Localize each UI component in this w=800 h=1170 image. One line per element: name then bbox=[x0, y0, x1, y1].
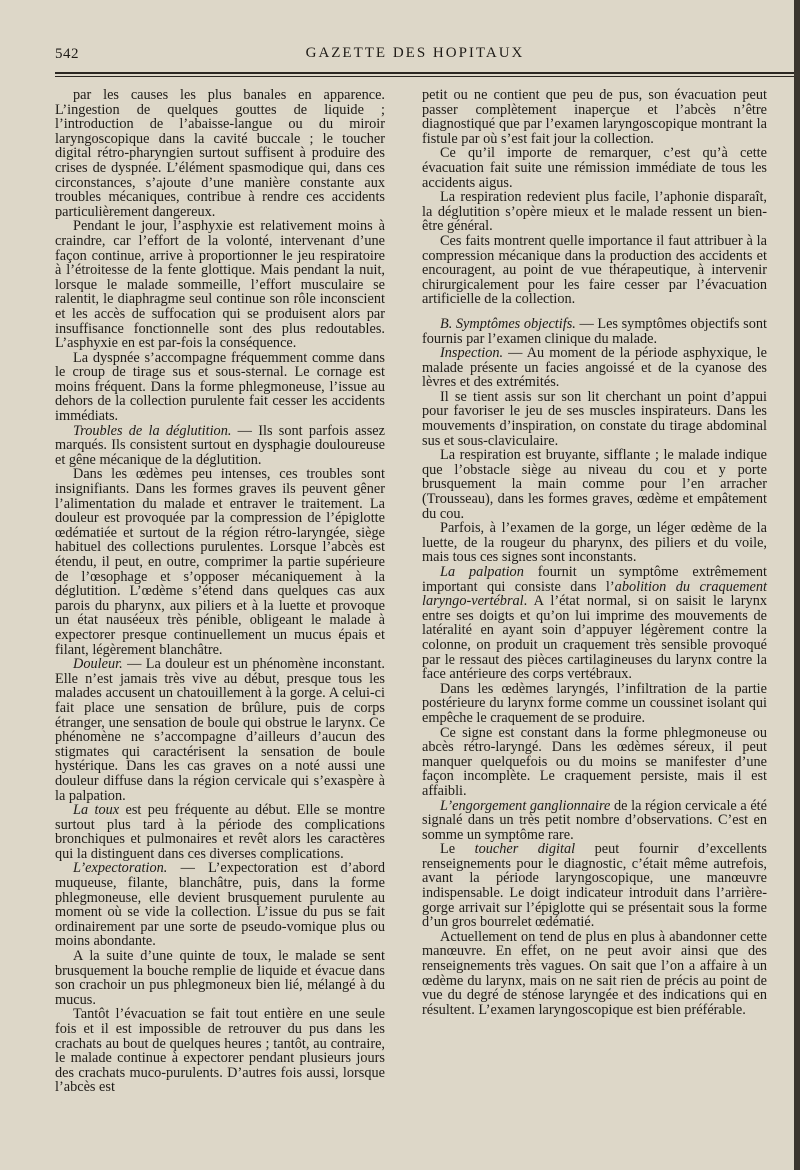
header-rule-thick bbox=[55, 72, 795, 74]
page-header bbox=[55, 40, 775, 66]
paragraph bbox=[422, 346, 767, 390]
paragraph bbox=[422, 190, 767, 234]
paragraph bbox=[55, 467, 385, 657]
paragraph-text: Dans les œdèmes laryngés, l’infiltration de la partie postérieure du larynx forme comme un coussinet isolant qui empêche le craquement de se produire. bbox=[422, 680, 767, 726]
paragraph-text: Parfois, à l’examen de la gorge, un léger œdème de la luette, de la rougeur du pharynx, des piliers et du voile, mais tous ces signes sont inconstants. bbox=[422, 520, 767, 566]
paragraph bbox=[422, 565, 767, 682]
page-number: 542 bbox=[55, 46, 79, 62]
paragraph bbox=[55, 88, 385, 219]
paragraph-text: Dans les œdèmes peu intenses, ces troubles sont insignifiants. Dans les formes graves ils peuvent gêner l’alimentation du malade et entraver le traitement. La douleur est provoquée par la compression de l’épiglotte œdématiée et surtout de la région rétro-laryngée, siège habituel des collections purulentes. Lorsque l’abcès est étendu, il peut, en outre, comprimer la partie supérieure de l’œsophage et s’opposer mécaniquement à la déglutition. L’œdème s’étend dans quelques cas aux parois du pharynx, aux piliers et à la luette et provoque un état nauséeux très pénible, obligeant le malade à expectorer presque continuellement un mucus épais et filant, légèrement blanchâtre. bbox=[55, 466, 385, 658]
paragraph-text: — La douleur est un phénomène inconstant. Elle n’est jamais très vive au début, presque tous les malades accusent un chatouillement à la gorge. A celui-ci fait place une sensation de brûlure, puis de corps étranger, une sensation de boule qui obstrue le larynx. Ce phénomène ne s’accompagne d’ailleurs d’aucun des stigmates qui caractérisent la sensation de boule hystérique. Dans les cas graves on a noté aussi une douleur diffuse dans la région cervicale qui s’exaspère à la palpation. bbox=[55, 656, 385, 804]
paragraph-lead: Troubles de la déglutition. bbox=[73, 422, 232, 439]
right-column bbox=[422, 88, 767, 1017]
paragraph bbox=[55, 1007, 385, 1095]
paragraph-text: La respiration redevient plus facile, l’aphonie disparaît, la déglutition s’opère mieux et le malade ressent un bien-être général. bbox=[422, 189, 767, 235]
paragraph-text: — Ils sont parfois assez marqués. Ils consistent surtout en dysphagie douloureuse et gêne mécanique de la déglutition. bbox=[55, 422, 385, 468]
paragraph-lead: L’engorgement ganglionnaire bbox=[440, 797, 611, 814]
paragraph-text: Tantôt l’évacuation se fait tout entière en une seule fois et il est impossible de retrouver du pus dans les crachats au bout de quelques heures ; tantôt, au contraire, le malade continue à expectorer pendant plusieurs jours des crachats muco-purulents. D’autres fois aussi, lorsque l’abcès est bbox=[55, 1006, 385, 1096]
paragraph-text: Actuellement on tend de plus en plus à abandonner cette manœuvre. En effet, on ne peut avoir ainsi que des renseignements très vagues. On sait que l’on a affaire à un œdème du larynx, mais on ne sait rien de précis au point de vue du degré de sténose laryngée et des indications qui en résultent. L’examen laryngoscopique est bien préférable. bbox=[422, 928, 767, 1018]
paragraph-lead: L’expectoration. bbox=[73, 860, 168, 877]
paragraph-text: Ce qu’il importe de remarquer, c’est qu’à cette évacuation fait suite une rémission immédiate de tous les accidents aigus. bbox=[422, 145, 767, 191]
running-title: GAZETTE DES HOPITAUX bbox=[305, 45, 525, 61]
paragraph-text: peut fournir d’excellents renseignements pour le diagnostic, c’était même autrefois, avant la période laryngoscopique, une manœuvre indispensable. Le doigt indicateur introduit dans l’arrière-gorge arrivait sur l’épiglotte qui se présentait sous la forme d’un gros bourrelet œdématié. bbox=[422, 841, 768, 931]
paragraph bbox=[55, 219, 385, 350]
paragraph-lead: Inspection. bbox=[440, 345, 504, 362]
paragraph-lead: Douleur. bbox=[73, 656, 123, 673]
paragraph bbox=[422, 88, 767, 146]
paragraph-text: — L’expectoration est d’abord muqueuse, filante, blanchâtre, puis, dans la forme phlegmoneuse, elle devient brusquement purulente au moment où se vide la collection. L’issue du pus se fait ordinairement par une sorte de pseudo-vomique plus ou moins abondante. bbox=[55, 860, 385, 950]
paragraph bbox=[422, 448, 767, 521]
paragraph bbox=[422, 799, 767, 843]
header-rule-thin bbox=[55, 76, 795, 77]
paragraph-lead: La palpation bbox=[440, 564, 524, 580]
italic-phrase: abolition du craquement laryngo-vertébral bbox=[422, 578, 767, 610]
paragraph-text: A la suite d’une quinte de toux, le malade se sent brusquement la bouche remplie de liquide et évacue dans son crachoir un pus phlegmoneux bien lié, mélangé à du mucus. bbox=[55, 948, 385, 1008]
paragraph bbox=[422, 682, 767, 726]
paragraph bbox=[55, 424, 385, 468]
paragraph bbox=[422, 930, 767, 1018]
paragraph bbox=[422, 521, 767, 565]
paragraph-text: Pendant le jour, l’asphyxie est relativement moins à craindre, car l’effort de la volonté, intervenant d’une façon continue, arrive à proportionner le jeu respiratoire à l’étroitesse de la fente glottique. Mais pendant la nuit, lorsque le malade sommeille, l’effort musculaire se ralentit, le diaphragme seul continue son rôle inconscient et les accès de suffocation qui se produisent alors par insuffisance fonctionnelle sont des plus redoutables. L’asphyxie en est par-fois la conséquence. bbox=[55, 218, 385, 352]
paragraph bbox=[422, 842, 767, 930]
paragraph-text: de la région cervicale a été signalé dans un très petit nombre d’observations. C’est en somme un symptôme rare. bbox=[422, 797, 767, 843]
paragraph bbox=[55, 949, 385, 1007]
paragraph-text: La respiration est bruyante, sifflante ; le malade indique que l’obstacle siège au niveau du cou et y porte brusquement la main comme pour l’en arracher (Trousseau), dans les formes graves, œdème et empâtement du cou. bbox=[422, 447, 767, 522]
paragraph bbox=[422, 234, 767, 307]
paragraph-lead: La toux bbox=[73, 802, 120, 819]
paragraph-text: par les causes les plus banales en apparence. L’ingestion de quelques gouttes de liquide ; l’introduction de l’abaisse-langue ou du miroir laryngoscopique dans la cavité buccale ; le toucher digital rétro-pharyngien surtout suffisent à produire des crises de dyspnée. L’élément spasmodique qui, dans ces circonstances, s’ajoute d’une manière constante aux troubles mécaniques, contribue à rendre ces accidents particulièrement dangereux. bbox=[55, 87, 385, 220]
paragraph-text: petit ou ne contient que peu de pus, son évacuation peut passer complètement inaperçue et l’abcès n’être diagnostiqué que par l’examen laryngoscopique montrant la fistule par où s’est fait jour la collection. bbox=[422, 87, 767, 147]
paragraph bbox=[55, 861, 385, 949]
paragraph-text: — Au moment de la période asphyxique, le malade présente un facies angoissé et de la cyanose des lèvres et des extrémités. bbox=[422, 345, 767, 391]
paragraph bbox=[422, 390, 767, 448]
paragraph-lead: B. Symptômes objectifs. bbox=[440, 315, 576, 332]
left-column bbox=[55, 88, 385, 1095]
paragraph-text: Ces faits montrent quelle importance il faut attribuer à la compression mécanique dans la production des accidents et encouragent, au point de vue thérapeutique, à intervenir chirurgicalement pour les faire cesser par l’évacuation artificielle de la collection. bbox=[422, 232, 767, 308]
paragraph bbox=[55, 803, 385, 861]
paragraph-text: — Les symptômes objectifs sont fournis par l’examen clinique du malade. bbox=[422, 315, 767, 347]
paragraph-lead: toucher digital bbox=[474, 841, 576, 858]
paragraph bbox=[55, 657, 385, 803]
paragraph bbox=[422, 317, 767, 346]
paragraph-text: La dyspnée s’accompagne fréquemment comme dans le croup de tirage sus et sous-sternal. Le cornage est moins fréquent. Dans la forme phlegmoneuse, l’issue au dehors de la collection purulente fait cesser les accidents immédiats. bbox=[55, 349, 385, 425]
paragraph bbox=[422, 726, 767, 799]
paragraph-text: fournit un symptôme extrêmement important qui consiste dans l’abolition du craquement laryngo-vertébral. A l’état normal, si on saisit le larynx entre ses doigts et qu’on lui imprime des mouvements de latéralité en ayant soin d’appuyer légèrement contre la colonne, on produit un craquement très sensible provoqué par le ressaut des pièces cartilagineuses du larynx contre la face antérieure des corps vertébraux. bbox=[422, 564, 767, 683]
paragraph-text: Ce signe est constant dans la forme phlegmoneuse ou abcès rétro-laryngé. Dans les œdèmes séreux, il peut manquer quelquefois ou du moins se manifester d’une façon incomplète. Le craquement persiste, mais il est affaibli. bbox=[422, 724, 767, 799]
page-binding-edge bbox=[794, 0, 800, 1170]
paragraph bbox=[422, 146, 767, 190]
paragraph bbox=[55, 351, 385, 424]
paragraph-text: est peu fréquente au début. Elle se montre surtout plus tard à la période des complications bronchiques et pulmonaires et revêt alors les caractères qui la distinguent dans ces diverses complications. bbox=[55, 802, 385, 862]
paragraph-text: Il se tient assis sur son lit cherchant un point d’appui pour favoriser le jeu de ses muscles inspirateurs. Dans les mouvements d’inspiration, on constate du tirage abdominal sus et sous-claviculaire. bbox=[422, 388, 767, 449]
paragraph-pre: Le bbox=[440, 841, 475, 858]
